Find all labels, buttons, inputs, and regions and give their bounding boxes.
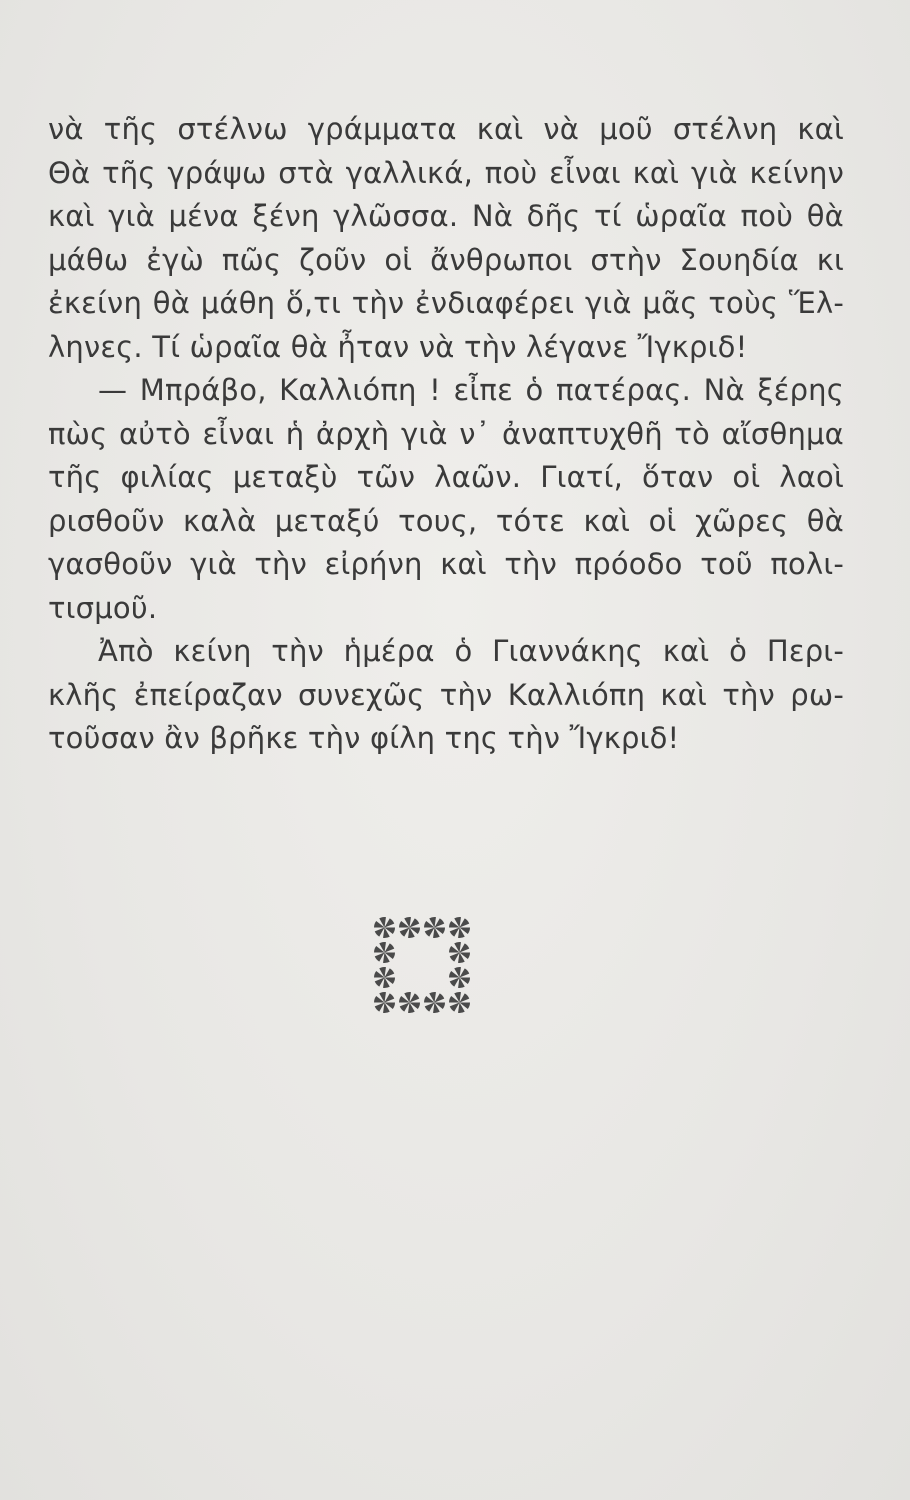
rosette <box>374 942 395 963</box>
text-line: Θὰ τῆς γράψω στὰ γαλλικά, ποὺ εἶναι καὶ γιὰ κείνην <box>48 155 844 190</box>
text-line: ρισθοῦν καλὰ μεταξύ τους, τότε καὶ οἱ χῶρες θὰ <box>48 503 844 538</box>
rosette <box>374 992 395 1013</box>
text-line: γασθοῦν γιὰ τὴν εἰρήνη καὶ τὴν πρόοδο τοῦ πολι- <box>48 547 844 581</box>
text-line: πὼς αὐτὸ εἶναι ἡ ἀρχὴ γιὰ ν᾽ ἀναπτυχθῆ τὸ αἴσθημα <box>48 416 844 451</box>
rosette <box>374 917 395 938</box>
pinwheel-ornament-icon <box>372 915 472 1015</box>
rosette <box>449 967 470 988</box>
text-line: ληνες. Τί ὡραῖα θὰ ἦταν νὰ τὴν λέγανε Ἴγκριδ! <box>48 329 748 364</box>
rosette <box>424 992 445 1013</box>
text-line: Ἀπὸ κείνη τὴν ἡμέρα ὁ Γιαννάκης καὶ ὁ Περι- <box>98 634 844 668</box>
rosette <box>449 917 470 938</box>
text-line: τῆς φιλίας μεταξὺ τῶν λαῶν. Γιατί, ὅταν οἱ λαοὶ <box>48 460 844 494</box>
text-line: τισμοῦ. <box>48 590 158 625</box>
rosette <box>449 942 470 963</box>
rosette <box>424 917 445 938</box>
rosette <box>399 992 420 1013</box>
text-line: — Μπράβο, Καλλιόπη ! εἶπε ὁ πατέρας. Νὰ ξέρης <box>98 373 844 407</box>
text-line: νὰ τῆς στέλνω γράμματα καὶ νὰ μοῦ στέλνη καὶ <box>48 112 844 146</box>
text-line: κλῆς ἐπείραζαν συνεχῶς τὴν Καλλιόπη καὶ τὴν ρω- <box>48 677 844 712</box>
rosette <box>374 967 395 988</box>
text-line: μάθω ἐγὼ πῶς ζοῦν οἱ ἄνθρωποι στὴν Σουηδία κι <box>48 242 844 277</box>
rosette <box>449 992 470 1013</box>
text-line: ἐκείνη θὰ μάθη ὅ,τι τὴν ἐνδιαφέρει γιὰ μᾶς τοὺς Ἕλ- <box>48 286 844 320</box>
text-line: τοῦσαν ἂν βρῆκε τὴν φίλη της τὴν Ἴγκριδ! <box>48 721 680 755</box>
text-line: καὶ γιὰ μένα ξένη γλῶσσα. Νὰ δῆς τί ὡραῖα ποὺ θὰ <box>48 199 844 233</box>
body-text <box>48 108 844 761</box>
rosette <box>399 917 420 938</box>
